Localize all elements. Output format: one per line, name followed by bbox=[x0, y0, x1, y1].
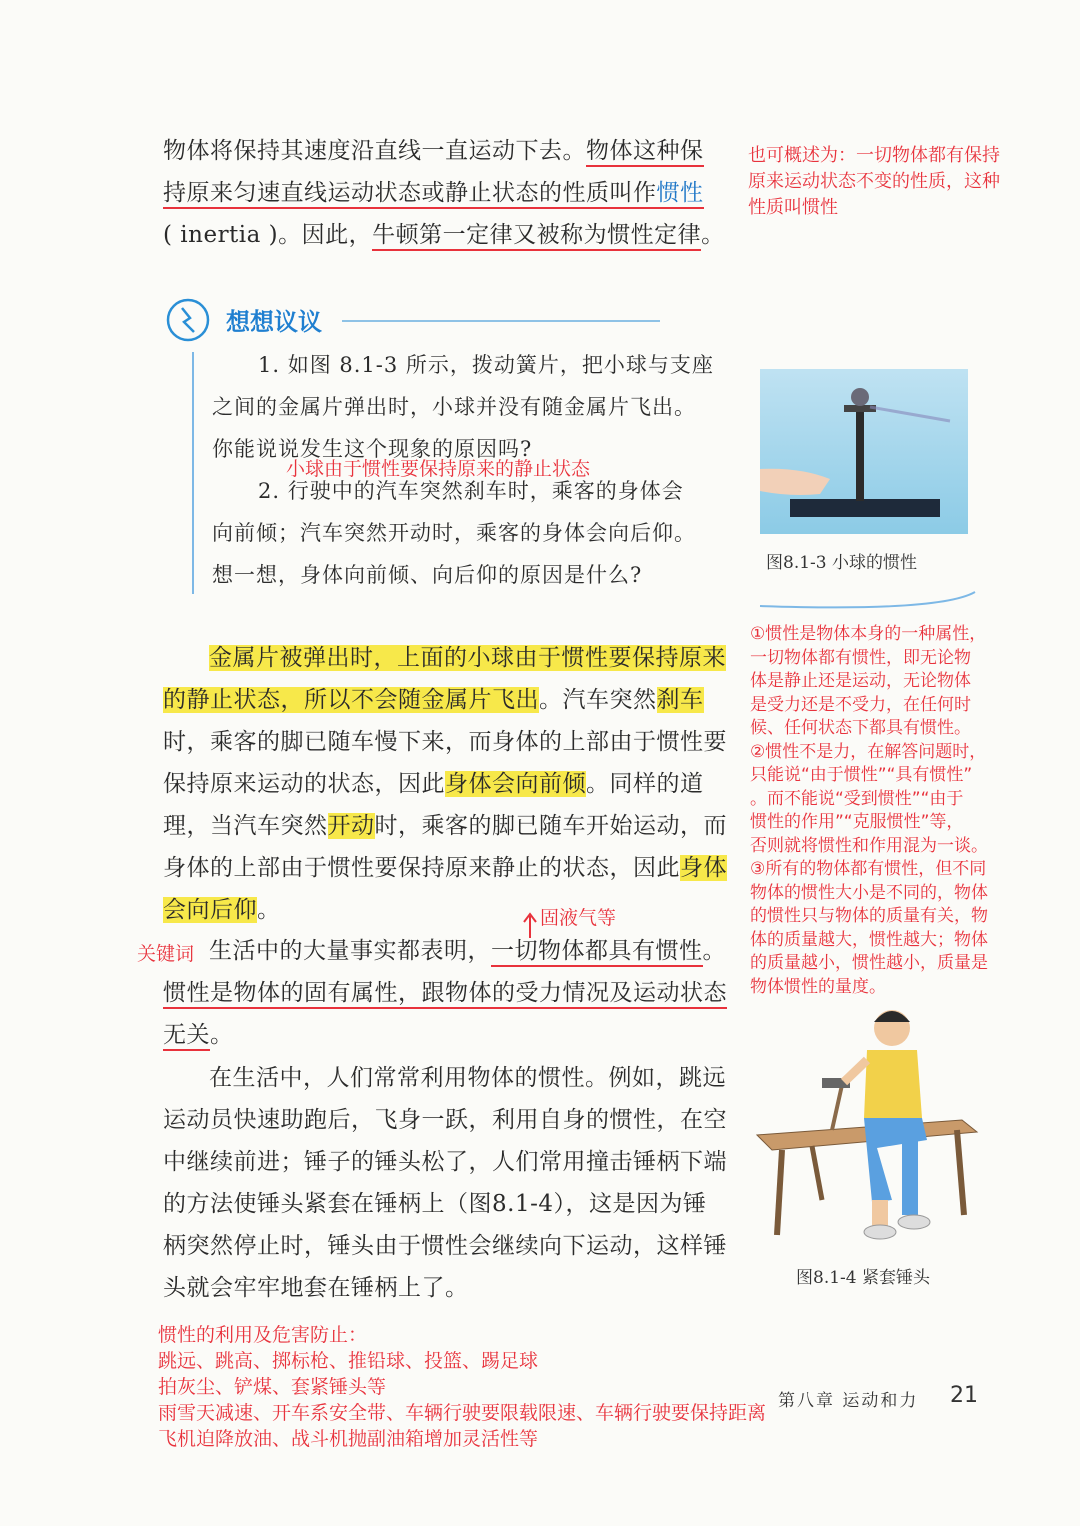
figure-caption-8-1-4: 图8.1-4 紧套锤头 bbox=[796, 1268, 930, 1288]
discuss-box bbox=[160, 294, 980, 614]
intro-line-1: 物体将保持其速度沿直线一直运动下去。物体这种保 bbox=[163, 130, 753, 172]
ball-apparatus-illustration bbox=[760, 369, 968, 534]
keyword-note: 关键词 bbox=[137, 943, 195, 965]
definition-underline: 物体这种保 bbox=[586, 138, 704, 167]
annotation-states: 固液气等 bbox=[540, 907, 617, 929]
hammer-boy-illustration bbox=[752, 1000, 982, 1245]
paragraph-2: 金属片被弹出时，上面的小球由于惯性要保持原来 的静止状态，所以不会随金属片飞出。汽车突然刹车 时，乘客的脚已随车慢下来，而身体的上部由于惯性要 保持原来运动的状态，因此身体会向前倾。同样的道 理，当汽车突然开动时，乘客的脚已随车开始运动，而 身体的上部由于惯性要保持原来静止的状态，因此身体 会向后仰。 bbox=[163, 645, 727, 923]
figure-hammer-boy bbox=[752, 1000, 982, 1245]
question-1: 1. 如图 8.1-3 所示，拨动簧片，把小球与支座 之间的金属片弹出时，小球并没有随金属片飞出。 你能说说发生这个现象的原因吗? bbox=[212, 353, 714, 461]
law-underline: 牛顿第一定律又被称为惯性定律 bbox=[372, 222, 701, 251]
chapter-title: 第八章 运动和力 bbox=[778, 1391, 919, 1411]
figure-ball-inertia bbox=[760, 369, 968, 534]
paragraph-3: 生活中的大量事实都表明，一切物体都具有惯性。 惯性是物体的固有属性，跟物体的受力情况及运动状态 无关。 bbox=[163, 930, 753, 1056]
note-inertia-properties: ①惯性是物体本身的一种属性， 一切物体都有惯性，即无论物 体是静止还是运动，无论物体 是受力还是不受力，在任何时 候、任何状态下都具有惯性。 ②惯性不是力，在解答问题时， 只能说“由于惯性”“具有惯性” 。而不能说“受到惯性”“由于 惯性的作用”“克服惯性”等， 否则就将惯性和作用混为一谈。 ③所有的物体都有惯性，但不同 物体的惯性大小是不同的，物体 的惯性只与物体的质量有关，物 体的质量越大，惯性越大；物体 的质量越小，惯性越小，质量是 物体惯性的量度。 bbox=[750, 624, 988, 997]
discuss-title: 想想议议 bbox=[226, 308, 322, 336]
intro-line-3: ( inertia )。因此，牛顿第一定律又被称为惯性定律。 bbox=[163, 214, 753, 256]
figure-caption-8-1-3: 图8.1-3 小球的惯性 bbox=[766, 553, 917, 573]
question-2: 2. 行驶中的汽车突然刹车时，乘客的身体会 向前倾；汽车突然开动时，乘客的身体会向后仰。 想一想，身体向前倾、向后仰的原因是什么? bbox=[212, 479, 696, 587]
note-inertia-summary: 也可概述为：一切物体都有保持 原来运动状态不变的性质，这种 性质叫惯性 bbox=[748, 145, 1000, 218]
paragraph-4: 在生活中，人们常常利用物体的惯性。例如，跳远 运动员快速助跑后，飞身一跃，利用自身的惯性，在空 中继续前进；锤子的锤头松了，人们常用撞击锤柄下端 的方法使锤头紧套在锤柄上（图8.1-4），这是因为锤 柄突然停止时，锤头由于惯性会继续向下运动，这样锤 头就会牢牢地套在锤柄上了。 bbox=[163, 1065, 727, 1301]
term-inertia: 惯性 bbox=[657, 180, 704, 209]
lightbulb-icon bbox=[168, 300, 208, 340]
note-inertia-uses: 惯性的利用及危害防止： 跳远、跳高、掷标枪、推铅球、投篮、踢足球 拍灰尘、铲煤、套紧锤头等 雨雪天减速、开车系安全带、车辆行驶要限载限速、车辆行驶要保持距离 飞机迫降放油、战斗机抛副油箱增加灵活性等 bbox=[158, 1324, 767, 1450]
intro-paragraph bbox=[163, 130, 753, 256]
answer-note: 小球由于惯性要保持原来的静止状态 bbox=[286, 458, 591, 480]
page-number: 21 bbox=[950, 1383, 978, 1408]
chapter-footer bbox=[778, 1386, 918, 1411]
intro-line-2: 持原来匀速直线运动状态或静止状态的性质叫作惯性 bbox=[163, 172, 753, 214]
